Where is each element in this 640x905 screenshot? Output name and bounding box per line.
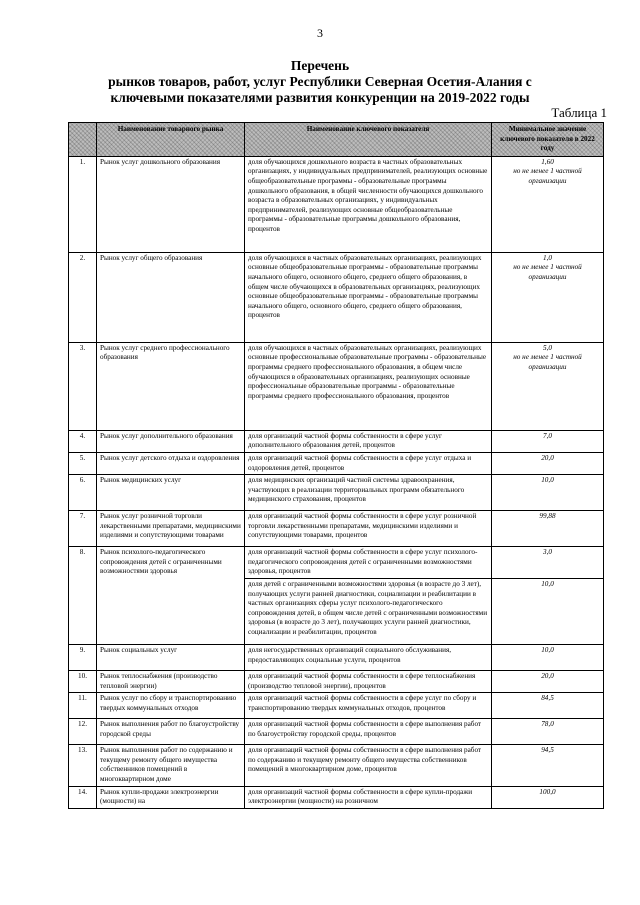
- min-value-note: но не менее 1 частной организации: [513, 167, 582, 185]
- row-number: 6.: [69, 475, 97, 511]
- min-value-cell: [492, 452, 604, 474]
- indicator-name: доля организаций частной формы собственности в сфере услуг отдыха и оздоровления детей, процентов: [245, 452, 492, 474]
- table-row: [69, 719, 604, 745]
- min-value-cell: [492, 475, 604, 511]
- market-name: Рынок услуг по сбору и транспортированию твердых коммунальных отходов: [97, 693, 245, 719]
- indicator-name: доля обучающихся в частных образовательных организациях, реализующих основные профессиональные образовательные программы - образовательные программы среднего профессионального образования, в общем числе обучающихся в образовательных организациях, реализующих основные профессиональные образовательные программы - образовательные программы среднего профессионального образования, процентов: [245, 342, 492, 430]
- header-num: [69, 123, 97, 157]
- table-row: [69, 693, 604, 719]
- table-row: [69, 547, 604, 579]
- min-value: 10,0: [541, 579, 554, 588]
- indicator-name: доля организаций частной формы собственности в сфере теплоснабжения (производство тепловой энергии), процентов: [245, 670, 492, 692]
- min-value: 78,0: [541, 720, 554, 729]
- min-value-cell: [492, 342, 604, 430]
- header-indicator: Наименование ключевого показателя: [245, 123, 492, 157]
- min-value: 84,5: [541, 694, 554, 703]
- market-name: Рынок психолого-педагогического сопровождения детей с ограниченными возможностями здоровья: [97, 547, 245, 645]
- indicator-name: доля организаций частной формы собственности в сфере услуг по сбору и транспортированию твердых коммунальных отходов, процентов: [245, 693, 492, 719]
- min-value: 20,0: [541, 671, 554, 680]
- min-value-cell: [492, 786, 604, 808]
- min-value-cell: [492, 644, 604, 670]
- min-value: 10,0: [541, 645, 554, 654]
- table-header-row: [69, 123, 604, 157]
- min-value-cell: [492, 511, 604, 547]
- min-value: 3,0: [543, 548, 552, 557]
- indicator-name: доля организаций частной формы собственности в сфере купли-продажи электроэнергии (мощности) на розничном: [245, 786, 492, 808]
- min-value: 10,0: [541, 476, 554, 485]
- table-row: [69, 342, 604, 430]
- market-name: Рынок социальных услуг: [97, 644, 245, 670]
- min-value: 5,0: [543, 343, 552, 352]
- market-name: Рынок услуг розничной торговли лекарственными препаратами, медицинскими изделиями и сопутствующими товарами: [97, 511, 245, 547]
- indicator-name: доля организаций частной формы собственности в сфере выполнения работ по содержанию и текущему ремонту общего имущества собственников помещений в многоквартирном доме, процентов: [245, 745, 492, 786]
- indicator-name: доля организаций частной формы собственности в сфере услуг психолого-педагогического сопровождения детей с ограниченными возможностями здоровья, процентов: [245, 547, 492, 579]
- table-row: [69, 644, 604, 670]
- min-value: 1,0: [543, 253, 552, 262]
- indicator-name: доля обучающихся дошкольного возраста в частных образовательных организациях, у индивидуальных предпринимателей, реализующих основные общеобразовательные программы - образовательные программы дошкольного образования, в общей численности обучающихся дошкольного возраста в образовательных организациях, у индивидуальных предпринимателей, реализующих основные общеобразовательные программы - образовательные программы дошкольного образования, процентов: [245, 156, 492, 252]
- row-number: 8.: [69, 547, 97, 645]
- table-row: [69, 670, 604, 692]
- table-label: Таблица 1: [551, 105, 607, 120]
- markets-table: [68, 122, 604, 809]
- min-value-cell: [492, 693, 604, 719]
- row-number: 7.: [69, 511, 97, 547]
- indicator-name: доля обучающихся в частных образовательных организациях, реализующих основные общеобразовательные программы - образовательные программы начального общего, основного общего, среднего общего образования, в общем числе обучающихся в образовательных организациях, реализующих основные общеобразовательные программы - образовательные программы начального общего, основного общего, среднего общего образования, процентов: [245, 252, 492, 342]
- table-row: [69, 430, 604, 452]
- table-row: [69, 745, 604, 786]
- row-number: 11.: [69, 693, 97, 719]
- min-value: 100,0: [539, 787, 556, 796]
- market-name: Рынок услуг детского отдыха и оздоровления: [97, 452, 245, 474]
- market-name: Рынок медицинских услуг: [97, 475, 245, 511]
- table-body: [69, 156, 604, 808]
- row-number: 1.: [69, 156, 97, 252]
- table-row: [69, 475, 604, 511]
- min-value-cell: [492, 547, 604, 579]
- row-number: 2.: [69, 252, 97, 342]
- min-value: 20,0: [541, 453, 554, 462]
- row-number: 14.: [69, 786, 97, 808]
- indicator-name: доля негосударственных организаций социального обслуживания, предоставляющих социальные услуги, процентов: [245, 644, 492, 670]
- row-number: 5.: [69, 452, 97, 474]
- market-name: Рынок услуг дошкольного образования: [97, 156, 245, 252]
- title-line-1: Перечень: [290, 58, 350, 73]
- row-number: 10.: [69, 670, 97, 692]
- market-name: Рынок теплоснабжения (производство тепловой энергии): [97, 670, 245, 692]
- min-value-note: но не менее 1 частной организации: [513, 263, 582, 281]
- row-number: 4.: [69, 430, 97, 452]
- min-value: 1,60: [541, 157, 554, 166]
- table-row: [69, 156, 604, 252]
- title-line-2: рынков товаров, работ, услуг Республики Северная Осетия-Алания с: [108, 74, 532, 89]
- indicator-name: доля организаций частной формы собственности в сфере услуг розничной торговли лекарственными препаратами, медицинскими изделиями и сопутствующими товарами, процентов: [245, 511, 492, 547]
- indicator-name: доля медицинских организаций частной системы здравоохранения, участвующих в реализации территориальных программ обязательного медицинского страхования, процентов: [245, 475, 492, 511]
- min-value: 99,88: [539, 512, 556, 521]
- min-value: 94,5: [541, 746, 554, 755]
- min-value-cell: [492, 670, 604, 692]
- market-name: Рынок выполнения работ по благоустройству городской среды: [97, 719, 245, 745]
- market-name: Рынок купли-продажи электроэнергии (мощности) на: [97, 786, 245, 808]
- min-value-cell: [492, 719, 604, 745]
- min-value-cell: [492, 430, 604, 452]
- header-market: Наименование товарного рынка: [97, 123, 245, 157]
- table-row: [69, 511, 604, 547]
- row-number: 3.: [69, 342, 97, 430]
- table-row: [69, 252, 604, 342]
- min-value-cell: [492, 156, 604, 252]
- min-value-cell: [492, 578, 604, 644]
- market-name: Рынок услуг среднего профессионального образования: [97, 342, 245, 430]
- header-value: Минимальное значение ключевого показателя в 2022 году: [492, 123, 604, 157]
- market-name: Рынок услуг дополнительного образования: [97, 430, 245, 452]
- market-name: Рынок услуг общего образования: [97, 252, 245, 342]
- row-number: 12.: [69, 719, 97, 745]
- market-name: Рынок выполнения работ по содержанию и текущему ремонту общего имущества собственников помещений в многоквартирном доме: [97, 745, 245, 786]
- table-row: [69, 786, 604, 808]
- min-value: 7,0: [543, 431, 552, 440]
- row-number: 13.: [69, 745, 97, 786]
- page-number: 3: [317, 26, 323, 40]
- min-value-cell: [492, 252, 604, 342]
- min-value-note: но не менее 1 частной организации: [513, 353, 582, 371]
- min-value-cell: [492, 745, 604, 786]
- indicator-name: доля организаций частной формы собственности в сфере услуг дополнительного образования детей, процентов: [245, 430, 492, 452]
- table-row: [69, 452, 604, 474]
- row-number: 9.: [69, 644, 97, 670]
- title-line-3: ключевыми показателями развития конкуренции на 2019-2022 годы: [110, 90, 530, 105]
- indicator-name: доля детей с ограниченными возможностями здоровья (в возрасте до 3 лет), получающих услуги ранней диагностики, социализации и реабилитации в частных организациях сферы услуг психолого-педагогического сопровождения детей, в общем числе детей с ограниченными возможностями здоровья (в возрасте до 3 лет), получающих услуги ранней диагностики, социализации и реабилитации, процентов: [245, 578, 492, 644]
- indicator-name: доля организаций частной формы собственности в сфере выполнения работ по благоустройству городской среды, процентов: [245, 719, 492, 745]
- document-title: [60, 58, 580, 106]
